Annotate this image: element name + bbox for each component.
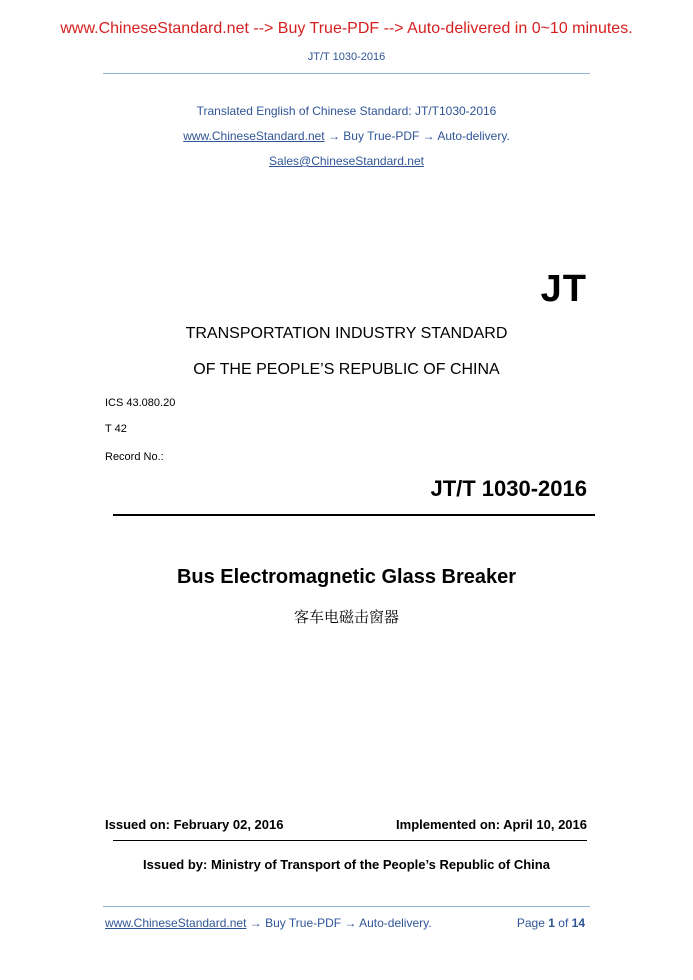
issuer: Issued by: Ministry of Transport of the People’s Republic of China: [143, 857, 550, 872]
title-chinese: 客车电磁击窗器: [293, 608, 399, 626]
ics-code: ICS 43.080.20: [105, 397, 176, 409]
purchase-text: → Buy True-PDF → Auto-delivery.: [324, 129, 510, 143]
page-label: Page: [516, 916, 545, 930]
standard-number: JT/T 1030-2016: [430, 476, 587, 501]
footer-rule: [103, 906, 590, 907]
implemented-date: Implemented on: April 10, 2016: [396, 817, 587, 832]
site-link[interactable]: www.ChineseStandard.net: [183, 129, 325, 143]
translation-note: Translated English of Chinese Standard: JT/T1030-2016: [196, 104, 497, 118]
header-rule: [103, 73, 590, 74]
top-banner[interactable]: www.ChineseStandard.net --> Buy True-PDF --> Auto-delivered in 0~10 minutes.: [60, 20, 633, 37]
standard-type-line1: TRANSPORTATION INDUSTRY STANDARD: [185, 325, 508, 342]
standard-type-line2: OF THE PEOPLE’S REPUBLIC OF CHINA: [193, 361, 500, 378]
email-line: [0, 154, 693, 168]
dates-rule: [113, 840, 587, 841]
page-indicator: [517, 916, 585, 930]
page-number: 1: [548, 916, 555, 930]
footer-link-line: [105, 916, 432, 930]
translation-purchase-line: [0, 129, 693, 143]
footer-purchase-text: → Buy True-PDF → Auto-delivery.: [246, 916, 432, 930]
running-header: JT/T 1030-2016: [307, 51, 386, 63]
footer-site-link[interactable]: www.ChineseStandard.net: [105, 916, 247, 930]
total-pages: 14: [571, 916, 585, 930]
email-link[interactable]: Sales@ChineseStandard.net: [269, 154, 424, 168]
of-label: of: [558, 916, 569, 930]
jt-logo: JT: [540, 268, 587, 310]
title-rule: [113, 514, 595, 516]
title-english: Bus Electromagnetic Glass Breaker: [176, 566, 517, 588]
record-number: Record No.:: [105, 451, 164, 463]
issued-date: Issued on: February 02, 2016: [105, 817, 284, 832]
ccs-code: T 42: [105, 423, 127, 435]
